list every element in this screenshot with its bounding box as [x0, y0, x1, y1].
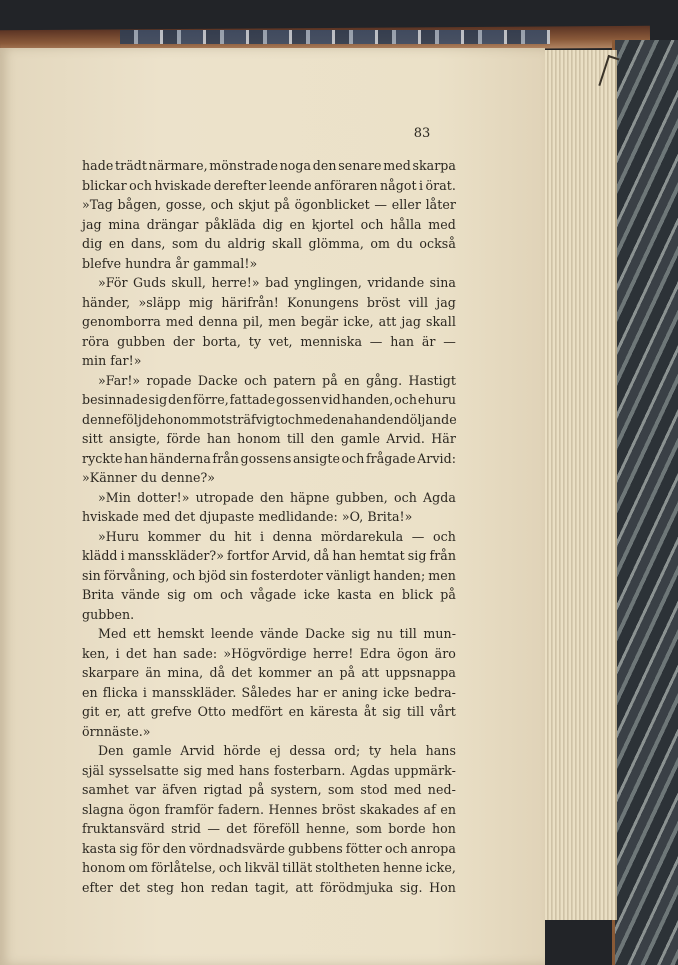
text-line: »Huru kommer du hit i denna mördarekula — och — [98, 528, 456, 544]
text-line: själ sysselsatte sig med hans fosterbarn. Agdas uppmärk- — [82, 762, 456, 778]
text-line: Brita vände sig om och vågade icke kasta en blick på — [82, 587, 456, 602]
text-line: »Min dotter!» utropade den häpne gubben, och Agda — [98, 489, 456, 505]
text-line: jag mina drängar påkläda dig en kjortel och hålla med — [82, 216, 456, 232]
page-stack-edge — [540, 50, 617, 920]
page-number: 83 — [413, 126, 431, 141]
marbled-book-cover — [612, 40, 678, 965]
text-line: Den gamle Arvid hörde ej dessa ord; ty hela hans — [98, 743, 456, 758]
text-line: slagna ögon framför fadern. Hennes bröst skakades af en — [82, 801, 456, 817]
text-line: sin förvåning, och bjöd sin fosterdoter vänligt handen; men — [82, 567, 456, 583]
text-line: kasta sig för den vördnadsvärde gubbens fötter och anropa — [82, 840, 456, 856]
text-line: efter det steg hon redan tagit, att förödmjuka sig. Hon — [82, 879, 456, 895]
text-line: »Tag bågen, gosse, och skjut på ögonblicket — eller låter — [82, 197, 456, 212]
text-line: fruktansvärd strid — det föreföll henne, som borde hon — [82, 821, 456, 836]
body-text — [82, 156, 456, 897]
text-line: gubben. — [82, 606, 135, 622]
text-line: skarpare än mina, då det kommer an på att uppsnappa — [82, 665, 456, 680]
text-line: »Känner du denne?» — [82, 470, 216, 485]
text-line: ken, i det han sade: »Högvördige herre! Edra ögon äro — [82, 645, 456, 661]
text-line: ryckte han händerna från gossens ansigte och frågade Arvid: — [82, 450, 456, 466]
text-line: denne följde honom motsträfvigt och med ena handen döljande — [82, 411, 457, 427]
text-line: dig en dans, som du aldrig skall glömma, om du också — [82, 236, 456, 251]
text-line: Med ett hemskt leende vände Dacke sig nu till mun- — [98, 626, 456, 641]
text-line: genomborra med denna pil, men begär icke, att jag skall — [82, 314, 456, 329]
text-line: hviskade med det djupaste medlidande: »O, Brita!» — [82, 509, 413, 524]
text-line: örnnäste.» — [82, 723, 151, 739]
text-line: röra gubben der borta, ty vet, menniska — han är — — [82, 333, 456, 349]
text-line: blickar och hviskade derefter leende anföraren något i örat. — [82, 177, 456, 193]
text-line: »Far!» ropade Dacke och patern på en gång. Hastigt — [98, 372, 456, 388]
text-line: min far!» — [82, 353, 142, 368]
text-line: sitt ansigte, förde han honom till den gamle Arvid. Här — [82, 431, 456, 446]
text-line: samhet var äfven rigtad på systern, som stod med ned- — [82, 782, 456, 797]
marbled-edge-top — [120, 30, 550, 44]
text-line: hade trädt närmare, mönstrade noga den senare med skarpa — [82, 158, 456, 173]
text-line: händer, »släpp mig härifrån! Konungens bröst vill jag — [82, 294, 456, 310]
text-line: »För Guds skull, herre!» bad ynglingen, vridande sina — [98, 275, 456, 290]
text-line: honom om förlåtelse, och likväl tillät stoltheten henne icke, — [82, 860, 456, 875]
text-line: en flicka i mansskläder. Således har er aning icke bedra- — [82, 684, 456, 700]
text-line: besinnade sig den förre, fattade gossen vid handen, och ehuru — [82, 392, 456, 407]
text-line: blefve hundra år gammal!» — [82, 255, 258, 271]
text-line: git er, att grefve Otto medfört en käresta åt sig till vårt — [82, 704, 456, 719]
text-line: klädd i mansskläder?» fortfor Arvid, då han hemtat sig från — [82, 548, 456, 563]
